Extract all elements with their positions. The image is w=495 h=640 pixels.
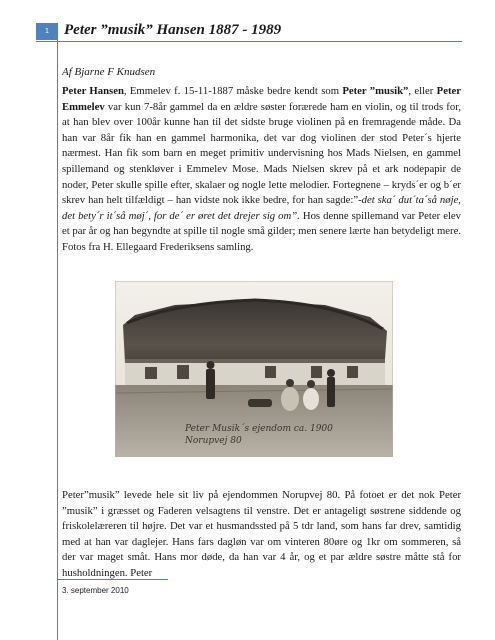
byline: Af Bjarne F Knudsen [62, 66, 156, 78]
paragraph-body: Peter”musik” levede hele sit liv på ejendommen Norupvej 80. På fotoet er det nok Peter ”musik” i græsset og Faderen velsagtens til venstre. Det er antageligt søstrene siddende og friskolelæreren til højre. Det var et husmandssted på 5 tdr land, som hans far drev, samtidig med at han var daglejer. Hans fars dagløn var om vinteren 80øre og 1kr om sommeren, så der var maget småt. Hans mor døde, da han var 4 år, og et par ældre søstre måtte stå for husholdningen. Peter [62, 489, 461, 579]
name-peter-emmelev: Peter Emmelev [62, 85, 461, 113]
paragraph-intro [62, 84, 461, 256]
photo-caption: Peter Musik´s ejendom ca. 1900 [185, 424, 333, 434]
name-peter-musik: Peter ”musik” [342, 85, 409, 97]
quote-italic: -det ska´ dut´ta´så nøje, det bety´r it´så møj´, for de´ er øret det drejer sig om”. [62, 194, 461, 222]
header-rule [36, 41, 462, 42]
farmhouse-photo [115, 281, 393, 457]
text-run: , Emmelev f. 15-11-1887 måske bedre kendt som [123, 85, 343, 97]
text-run: , eller [408, 85, 437, 97]
photo-caption-address: Norupvej 80 [185, 436, 242, 446]
name-peter-hansen: Peter Hansen [62, 85, 124, 97]
page-header-title: Peter ”musik” Hansen 1887 - 1989 [64, 22, 282, 38]
text-run: Hos denne spillemand var Peter elev et par år og han begyndte at spille til nogle små gilder; men senere lærte han betydeligt mere. Fotos fra H. Ellegaard Frederiksens samling. [62, 209, 462, 253]
text-run: var kun 7-8år gammel da en ældre søster forærede ham en violin, og til trods for, at han blev over 100år kunne han til det sidste bruge violinen på en fremragende måde. Da han var 8år fik han en gammel harmonika, det var dog violinen der stod Peter´s hjerte nærmest. Han fik som barn en meget primitiv undervisning hos Mads Nielsen, en gammel spillemand og stenkløver i Emmelev Mose. Mads Nielsen skrev på et ark nodepapir de noder, Peter skulle spille efter, skalaer og nogle lette melodier. Fortegnene – kryds´er og b´er skrev han helt tilfældigt – han vidste nok ikke bedre, for han sagde:” [62, 100, 461, 207]
page-number: 1 [36, 23, 58, 40]
margin-rule [57, 40, 58, 640]
footer-date: 3. september 2010 [62, 586, 129, 595]
footer-rule [58, 579, 168, 580]
